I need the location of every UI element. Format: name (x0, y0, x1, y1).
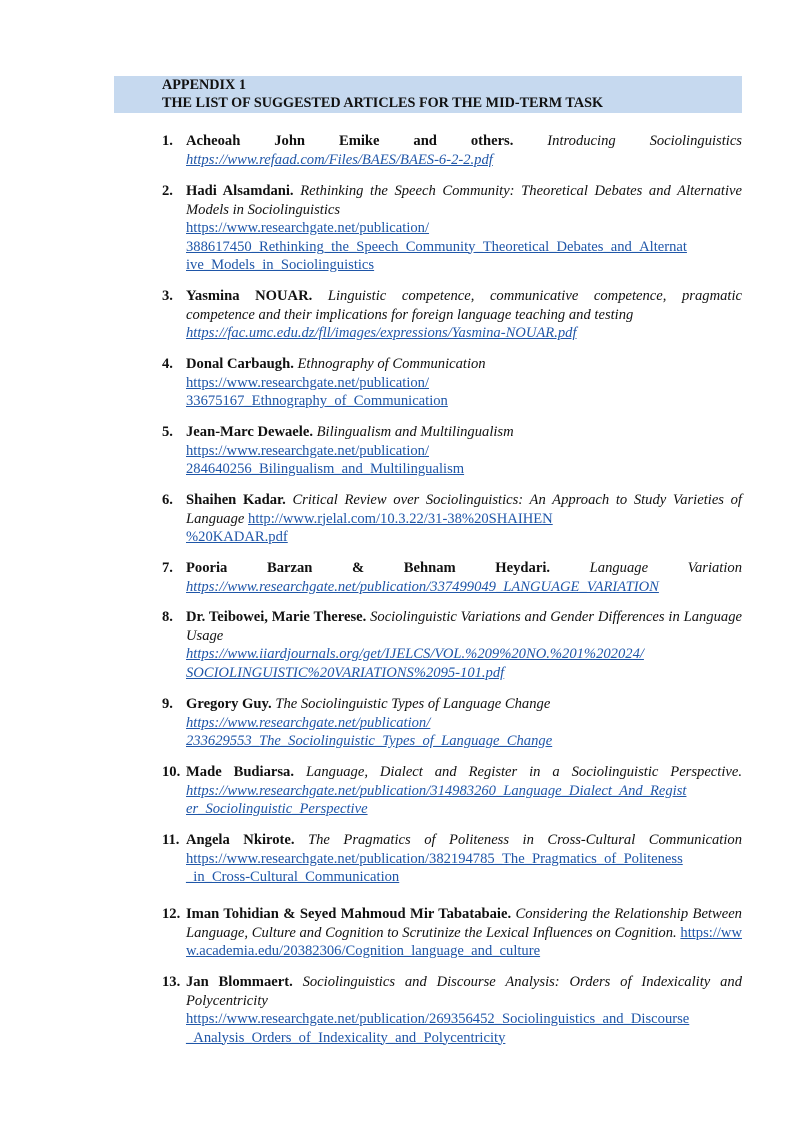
item-author: Donal Carbaugh. (186, 356, 294, 372)
list-item (162, 423, 742, 479)
item-author: Shaihen Kadar. (186, 492, 286, 508)
item-link-continued[interactable]: SOCIOLINGUISTIC%20VARIATIONS%2095-101.pdf (186, 664, 505, 681)
list-item (162, 355, 742, 411)
item-link[interactable]: https://www.researchgate.net/publication/314983260_Language_Dialect_And_Regist (186, 782, 687, 799)
item-title: Introducing Sociolinguistics (547, 133, 742, 149)
item-author: Gregory Guy. (186, 696, 272, 712)
item-link-continued[interactable]: 33675167_Ethnography_of_Communication (186, 393, 448, 409)
item-author: Acheoah John Emike and others. (186, 133, 514, 149)
item-link[interactable]: https://www.researchgate.net/publication/382194785_The_Pragmatics_of_Politeness (186, 850, 683, 867)
item-number: 6. (162, 492, 173, 508)
item-author: Jean-Marc Dewaele. (186, 424, 313, 440)
item-title: Critical Review over Sociolinguistics: An Approach to Study Varieties of Language (186, 492, 742, 527)
item-author: Iman Tohidian & Seyed Mahmoud Mir Tabatabaie. (186, 906, 512, 922)
item-link[interactable]: https://www.iiardjournals.org/get/IJELCS/VOL.%209%20NO.%201%202024/ (186, 646, 644, 662)
item-link-continued[interactable]: %20KADAR.pdf (186, 529, 288, 545)
item-title: Rethinking the Speech Community: Theoretical Debates and Alternative Models in Sociolinguistics (186, 183, 742, 218)
item-title: Bilingualism and Multilingualism (316, 424, 514, 440)
item-number: 9. (162, 696, 173, 712)
item-author: Made Budiarsa. (186, 764, 295, 780)
item-link-continued[interactable]: ive_Models_in_Sociolinguistics (186, 257, 375, 273)
item-number: 8. (162, 609, 173, 625)
item-link[interactable]: http://www.rjelal.com/10.3.22/31-38%20SHAIHEN (248, 510, 553, 527)
appendix-title: APPENDIX 1 (162, 77, 246, 93)
item-number: 2. (162, 183, 173, 199)
item-title: Language Variation (589, 560, 743, 576)
item-link[interactable]: https://www.academia.edu/20382306/Cognition_language_and_culture (186, 924, 743, 959)
item-number: 12. (162, 906, 181, 922)
list-item (162, 831, 742, 887)
item-number: 7. (162, 560, 173, 576)
item-link[interactable]: https://www.researchgate.net/publication/ (186, 220, 430, 236)
item-link[interactable]: https://fac.umc.edu.dz/fll/images/expressions/Yasmina-NOUAR.pdf (186, 325, 577, 341)
list-item (162, 287, 742, 343)
item-number: 10. (162, 764, 181, 780)
list-item (162, 973, 742, 1047)
item-link-continued[interactable]: _Analysis_Orders_of_Indexicality_and_Polycentricity (186, 1029, 506, 1046)
item-author: Hadi Alsamdani. (186, 183, 294, 199)
item-link[interactable]: https://www.researchgate.net/publication/ (186, 374, 430, 391)
item-title: The Sociolinguistic Types of Language Change (275, 696, 551, 712)
item-link-continued[interactable]: 284640256_Bilingualism_and_Multilingualism (186, 461, 465, 477)
item-title: Language, Dialect and Register in a Sociolinguistic Perspective. (305, 764, 742, 780)
item-number: 1. (162, 133, 173, 149)
list-item (162, 763, 742, 819)
item-title: The Pragmatics of Politeness in Cross-Cultural Communication (308, 832, 742, 848)
appendix-subtitle: THE LIST OF SUGGESTED ARTICLES FOR THE MID-TERM TASK (162, 94, 604, 111)
item-number: 11. (162, 832, 180, 848)
item-link[interactable]: https://www.researchgate.net/publication/337499049_LANGUAGE_VARIATION (186, 578, 659, 595)
item-link[interactable]: https://www.refaad.com/Files/BAES/BAES-6-2-2.pdf (186, 151, 493, 168)
list-item (162, 491, 742, 547)
list-item (162, 559, 742, 596)
item-link[interactable]: https://www.researchgate.net/publication/ (186, 442, 430, 459)
item-number: 5. (162, 424, 173, 440)
item-title: Linguistic competence, communicative competence, pragmatic competence and their implications for foreign language teaching and testing (186, 288, 742, 323)
appendix-header (114, 76, 742, 113)
item-title: Sociolinguistic Variations and Gender Differences in Language Usage (186, 609, 742, 644)
item-number: 3. (162, 288, 173, 304)
item-author: Jan Blommaert. (186, 974, 293, 990)
item-author: Yasmina NOUAR. (186, 288, 313, 304)
item-title: Ethnography of Communication (297, 356, 486, 372)
item-link-continued[interactable]: er_Sociolinguistic_Perspective (186, 801, 368, 817)
item-number: 13. (162, 974, 181, 990)
item-link-continued[interactable]: _in_Cross-Cultural_Communication (186, 869, 400, 885)
item-link-continued[interactable]: 233629553_The_Sociolinguistic_Types_of_Language_Change (186, 733, 553, 749)
list-item (162, 905, 742, 961)
item-link-continued[interactable]: 388617450_Rethinking_the_Speech_Community_Theoretical_Debates_and_Alternat (186, 238, 687, 255)
item-link[interactable]: https://www.researchgate.net/publication/ (186, 714, 431, 731)
list-item (162, 132, 742, 169)
list-item (162, 695, 742, 751)
list-item (162, 608, 742, 682)
item-author: Angela Nkirote. (186, 832, 295, 848)
item-link[interactable]: https://www.researchgate.net/publication/269356452_Sociolinguistics_and_Discourse (186, 1011, 690, 1027)
item-title: Considering the Relationship Between Language, Culture and Cognition to Scrutinize the Lexical Influences on Cognition. (186, 906, 742, 941)
item-author: Dr. Teibowei, Marie Therese. (186, 609, 367, 625)
list-item (162, 182, 742, 275)
item-title: Sociolinguistics and Discourse Analysis: Orders of Indexicality and Polycentricity (186, 974, 742, 1009)
item-number: 4. (162, 356, 173, 372)
item-author: Pooria Barzan & Behnam Heydari. (186, 560, 551, 576)
